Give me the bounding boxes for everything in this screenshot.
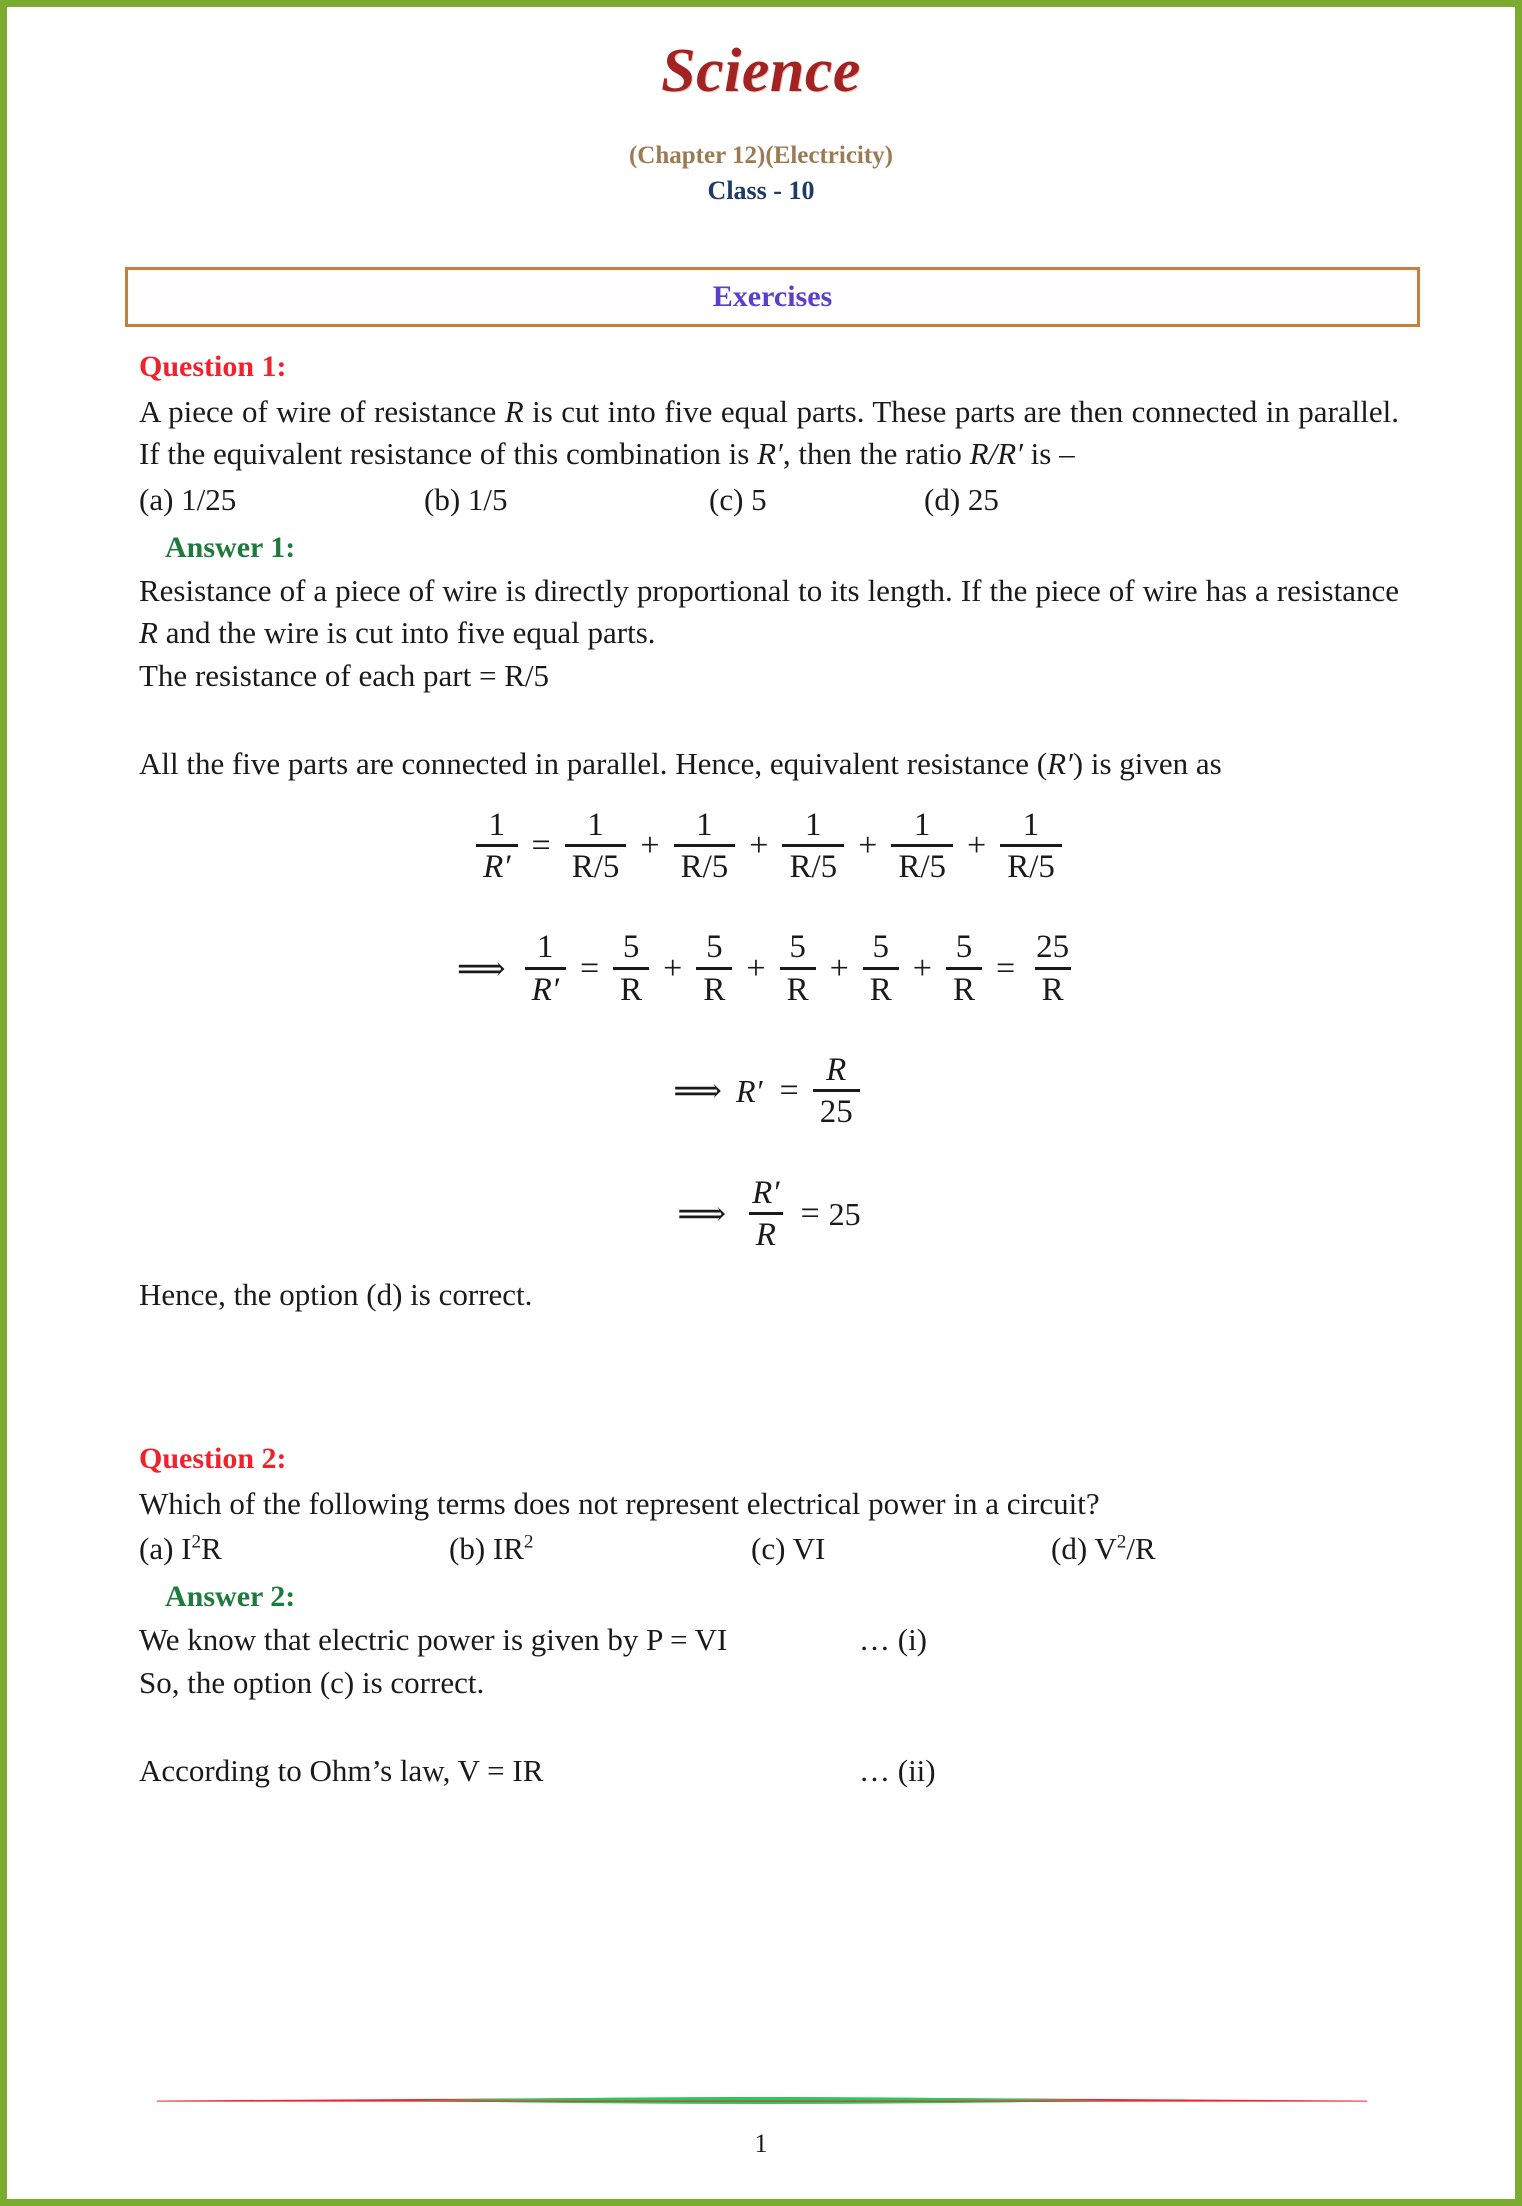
eq2-plus-1: + <box>663 949 683 987</box>
eq2-lhs-fraction <box>525 930 566 1007</box>
answer-1-line-3 <box>139 743 1399 785</box>
eq2-term-5 <box>946 930 982 1007</box>
eq1-term-3-den: R/5 <box>782 844 844 884</box>
page-title: Science <box>661 37 861 105</box>
q1-option-d[interactable]: (d) 25 <box>924 481 999 517</box>
eq3-fraction <box>813 1053 860 1130</box>
eq1-term-4-den: R/5 <box>891 844 953 884</box>
question-2-heading: Question 2: <box>139 1441 287 1475</box>
eq2-plus-2: + <box>746 949 766 987</box>
eq2-term-1 <box>613 930 649 1007</box>
answer-2-line-1-text: We know that electric power is given by P = VI <box>139 1622 728 1658</box>
footer-divider-graphic <box>157 2089 1367 2111</box>
eq1-term-4 <box>891 808 953 885</box>
eq3-implies-arrow: ⟹ <box>673 1073 722 1111</box>
exercises-label: Exercises <box>712 280 833 313</box>
eq2-term-1-num: 5 <box>622 929 640 966</box>
eq1-lhs-fraction <box>476 808 517 885</box>
eq1-plus-1: + <box>640 827 660 865</box>
eq1-equals: = <box>531 827 551 865</box>
eq2-term-5-num: 5 <box>955 929 973 966</box>
q1-option-b[interactable]: (b) 1/5 <box>424 481 508 517</box>
eq2-term-1-den: R <box>613 967 649 1007</box>
eq1-term-5-num: 1 <box>1022 806 1040 843</box>
eq2-term-3-num: 5 <box>789 929 806 966</box>
eq1-term-4-num: 1 <box>913 806 931 843</box>
eq2-term-2-num: 5 <box>706 929 723 966</box>
eq2-term-2-den: R <box>696 967 732 1007</box>
footer-divider <box>157 2089 1367 2111</box>
question-1-prompt <box>139 391 1399 476</box>
eq2-term-3-den: R <box>780 967 816 1007</box>
eq2-equals-2: = <box>995 949 1016 987</box>
eq2-lhs-denominator: R′ <box>525 967 566 1007</box>
answer-1-line-2: The resistance of each part = R/5 <box>139 657 549 693</box>
class-subtitle: Class - 10 <box>707 175 815 205</box>
q1-option-a[interactable]: (a) 1/25 <box>139 481 237 517</box>
question-1-heading: Question 1: <box>139 350 287 383</box>
exercises-box <box>125 267 1420 327</box>
eq1-term-3 <box>782 808 844 885</box>
eq1-plus-2: + <box>749 827 769 865</box>
q2-option-d-tail: /R <box>1126 1531 1156 1567</box>
q2-option-a-tail: R <box>201 1531 222 1567</box>
answer-1-line-1 <box>139 570 1399 655</box>
eq1-term-2-num: 1 <box>696 806 713 843</box>
eq3-denominator: 25 <box>813 1089 860 1129</box>
eq2-term-4-den: R <box>863 967 899 1007</box>
q1-prompt-symbol-R: R <box>504 394 524 429</box>
eq2-result-fraction <box>1029 930 1076 1007</box>
eq3-lhs: R′ <box>736 1072 763 1109</box>
eq1-plus-4: + <box>967 827 987 865</box>
eq1-lhs-numerator: 1 <box>488 806 506 843</box>
eq1-term-1-num: 1 <box>587 806 604 843</box>
answer-2-line-3-text: According to Ohm’s law, V = IR <box>139 1753 544 1789</box>
q2-option-d-base: (d) V <box>1051 1531 1117 1567</box>
eq2-term-2 <box>696 930 732 1007</box>
q1-option-c[interactable]: (c) 5 <box>709 481 767 517</box>
a1-l3-part1: All the five parts are connected in parallel. Hence, equivalent resistance ( <box>139 746 1048 782</box>
content-body <box>139 349 1399 1793</box>
eq1-term-5-den: R/5 <box>1000 844 1062 884</box>
eq4-implies-arrow: ⟹ <box>677 1196 727 1233</box>
eq2-term-3 <box>780 930 816 1007</box>
question-1-options <box>139 482 1399 524</box>
eq2-result-denominator: R <box>1035 967 1071 1007</box>
answer-2-heading: Answer 2: <box>165 1580 296 1614</box>
q2-option-d-exponent: 2 <box>1116 1531 1127 1553</box>
eq1-term-1-den: R/5 <box>565 844 627 884</box>
eq4-fraction <box>745 1176 786 1253</box>
equation-4 <box>139 1176 1399 1253</box>
q1-prompt-symbol-Rprime: R′ <box>757 436 783 472</box>
answer-2-line-1 <box>139 1619 1399 1661</box>
eq3-numerator: R <box>826 1052 847 1089</box>
a1-l3-symbol-Rprime: R′ <box>1047 746 1073 782</box>
answer-2-line-2: So, the option (c) is correct. <box>139 1664 485 1700</box>
equation-2 <box>139 930 1399 1007</box>
answer-2-line-3 <box>139 1750 1399 1792</box>
equation-3 <box>139 1053 1399 1130</box>
q2-option-b-base: (b) IR <box>449 1531 524 1567</box>
q1-prompt-part3: , then the ratio <box>782 436 970 472</box>
eq2-implies-arrow: ⟹ <box>456 950 506 988</box>
equation-1 <box>139 808 1399 885</box>
eq1-plus-3: + <box>858 827 878 865</box>
eq1-term-2-den: R/5 <box>674 844 736 884</box>
eq1-term-3-num: 1 <box>805 806 822 843</box>
eq4-rhs: 25 <box>828 1195 861 1232</box>
q2-option-b-exponent: 2 <box>523 1531 534 1553</box>
page-number: 1 <box>754 2129 768 2158</box>
answer-1-heading: Answer 1: <box>165 530 296 564</box>
eq2-term-5-den: R <box>946 967 982 1007</box>
eq1-term-2 <box>674 808 736 885</box>
q1-prompt-part4: is – <box>1022 436 1075 472</box>
eq2-lhs-numerator: 1 <box>537 929 554 966</box>
q2-option-c-base: (c) VI <box>751 1531 826 1567</box>
chapter-subtitle: (Chapter 12)(Electricity) <box>628 142 894 170</box>
q2-option-d[interactable] <box>1051 1531 1156 1567</box>
eq1-term-5 <box>1000 808 1062 885</box>
eq1-term-1 <box>565 808 627 885</box>
q2-option-a[interactable] <box>139 1531 222 1567</box>
q2-option-a-exponent: 2 <box>191 1531 202 1553</box>
question-2-prompt: Which of the following terms does not represent electrical power in a circuit? <box>139 1485 1100 1521</box>
q1-prompt-part2: is cut into five equal parts. These parts are then connected in parallel. If the equivalent resistance of this combination is <box>139 394 1399 472</box>
answer-1-conclusion: Hence, the option (d) is correct. <box>139 1277 533 1313</box>
eq4-numerator: R′ <box>752 1174 780 1211</box>
q2-option-c[interactable] <box>751 1531 825 1567</box>
answer-2-line-1-ref: … (i) <box>859 1622 928 1658</box>
page-inner <box>7 39 1515 2206</box>
answer-2-line-3-ref: … (ii) <box>859 1753 936 1789</box>
eq2-plus-4: + <box>912 949 932 987</box>
a1-l3-part2: ) is given as <box>1072 746 1222 782</box>
eq2-term-4 <box>863 930 899 1007</box>
eq2-plus-3: + <box>829 949 849 987</box>
a1-l1-part2: and the wire is cut into five equal parts. <box>157 615 656 651</box>
eq2-equals-1: = <box>579 949 600 987</box>
eq4-equals: = <box>800 1195 820 1232</box>
eq3-equals: = <box>779 1072 799 1110</box>
q1-prompt-ratio: R/R′ <box>969 436 1023 472</box>
eq2-result-numerator: 25 <box>1036 929 1070 966</box>
a1-l1-part1: Resistance of a piece of wire is directly proportional to its length. If the piece of wire has a resistance <box>139 572 1399 608</box>
question-2-options <box>139 1531 1399 1573</box>
q1-prompt-part1: A piece of wire of resistance <box>139 394 505 429</box>
eq1-lhs-denominator: R′ <box>476 844 517 884</box>
a1-l1-symbol-R: R <box>139 615 158 651</box>
eq2-term-4-num: 5 <box>872 929 890 966</box>
eq4-denominator: R <box>749 1212 783 1252</box>
q2-option-a-base: (a) I <box>139 1531 192 1567</box>
q2-option-b[interactable] <box>449 1531 534 1567</box>
